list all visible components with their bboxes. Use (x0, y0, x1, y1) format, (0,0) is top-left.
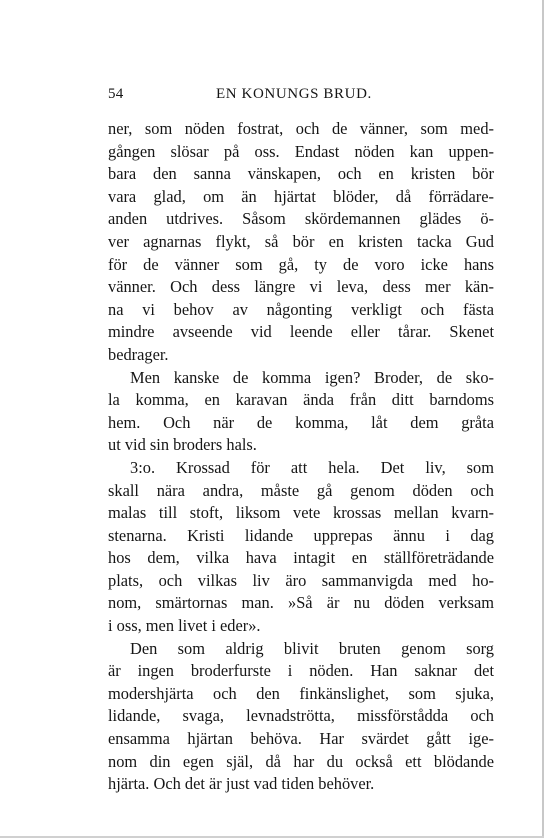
text-line: la komma, en karavan ända från ditt barndoms (108, 390, 494, 410)
text-line: stenarna. Kristi lidande upprepas ännu i dag (108, 525, 494, 545)
text-line: bedrager. (108, 344, 169, 364)
text-line: gången slösar på oss. Endast nöden kan uppen- (108, 141, 494, 161)
text-line: malas till stoft, liksom vete krossas mellan kvarn- (108, 503, 494, 523)
text-line: plats, och vilkas liv äro sammanvigda med ho- (108, 570, 494, 590)
text-line: ensamma hjärtan behöva. Har svärdet gått ige- (108, 729, 494, 749)
text-line: ner, som nöden fostrat, och de vänner, som med- (108, 119, 494, 138)
text-line: hjärta. Och det är just vad tiden behöver. (108, 774, 375, 794)
text-line: Men kanske de komma igen? Broder, de sko- (130, 367, 494, 387)
text-line: bara den sanna vänskapen, och en kristen bör (108, 164, 494, 184)
text-line: 3:o. Krossad för att hela. Det liv, som (130, 457, 494, 477)
page-number: 54 (108, 86, 124, 102)
text-line: i oss, men livet i eder». (108, 616, 261, 636)
text-line: nom din egen själ, då har du också ett blödande (108, 751, 494, 771)
text-line: för de vänner som gå, ty de voro icke hans (108, 254, 494, 274)
text-line: vara glad, om än hjärtat blöder, då förrädare- (108, 186, 494, 206)
text-line: nom, smärtornas man. »Så är nu döden verksam (108, 593, 494, 613)
text-line: lidande, svaga, levnadströtta, missförstådda och (108, 706, 494, 726)
text-line: anden utdrives. Såsom skördemannen glädes ö- (108, 209, 494, 229)
body-text (108, 118, 494, 796)
text-line: ver agnarnas flykt, så bör en kristen tacka Gud (108, 231, 494, 251)
text-line: hem. Och när de komma, låt dem gråta (108, 412, 494, 432)
text-line: na vi behov av någonting verkligt och fästa (108, 299, 494, 319)
running-title: EN KONUNGS BRUD. (216, 86, 372, 102)
text-line: vänner. Och dess längre vi leva, dess mer kän- (108, 277, 494, 297)
text-line: skall nära andra, måste gå genom döden och (108, 480, 494, 500)
text-line: Den som aldrig blivit bruten genom sorg (130, 638, 494, 658)
text-line: är ingen broderfurste i nöden. Han saknar det (108, 661, 494, 681)
text-line: hos dem, vilka hava intagit en ställföreträdande (108, 548, 494, 568)
page-header (108, 86, 494, 106)
text-line: modershjärta och den finkänslighet, som sjuka, (108, 683, 494, 703)
text-line: mindre avseende vid leende eller tårar. Skenet (108, 322, 494, 342)
text-line: ut vid sin broders hals. (108, 435, 257, 455)
